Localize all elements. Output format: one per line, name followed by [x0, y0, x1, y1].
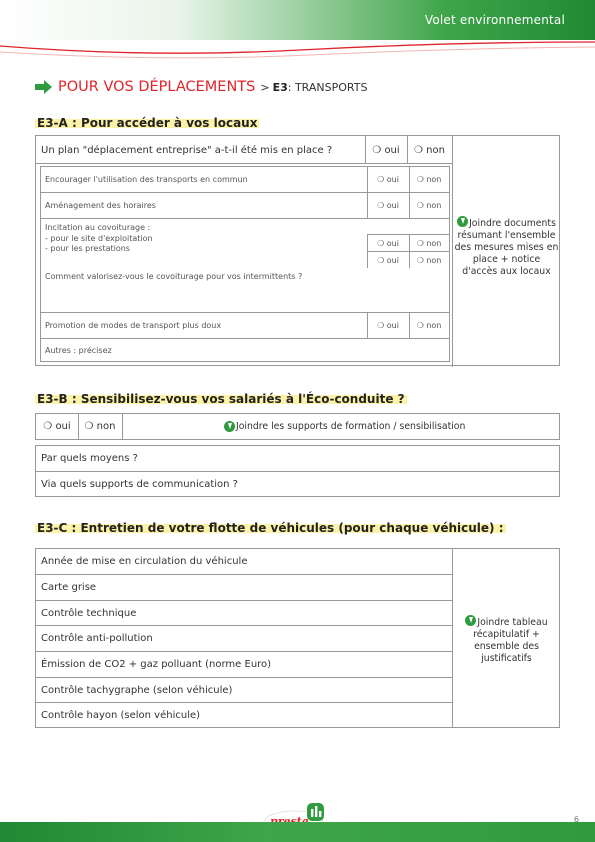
download-icon [224, 421, 235, 432]
download-icon [465, 615, 476, 626]
e3a-row-non-radio[interactable]: ❍ non [416, 238, 442, 248]
e3b-question: Par quels moyens ? [41, 453, 138, 464]
e3a-row-oui-radio[interactable]: ❍ oui [377, 201, 399, 210]
section-code: E3 [272, 80, 288, 94]
e3a-main-oui-radio[interactable]: ❍ oui [372, 145, 400, 156]
e3c-row-label: Contrôle tachygraphe (selon véhicule) [41, 685, 233, 696]
e3a-inner-table [40, 166, 450, 362]
e3b-question: Via quels supports de communication ? [41, 478, 238, 490]
e3a-main-question: Un plan "déplacement entreprise" a-t-il été mis en place ? [41, 145, 333, 156]
section-subtitle: : TRANSPORTS [287, 80, 368, 94]
e3a-row-oui-radio[interactable]: ❍ oui [377, 175, 399, 184]
e3b-oui-radio[interactable]: ❍ oui [43, 421, 71, 432]
e3c-row-label: Contrôle technique [41, 608, 137, 619]
e3a-table [35, 135, 560, 366]
e3a-heading: E3-A : Pour accéder à vos locaux [37, 116, 258, 130]
e3c-row-label: Émission de CO2 + gaz polluant (norme Euro) [41, 659, 272, 670]
e3a-row-non-radio[interactable]: ❍ non [416, 255, 442, 265]
e3a-side-note: Joindre documents résumant l'ensemble des mesures mises en place + notice d'accès aux locaux [454, 218, 559, 277]
e3b-attach-note: Joindre les supports de formation / sensibilisation [224, 414, 465, 439]
e3a-row-label: Aménagement des horaires [45, 201, 156, 210]
e3a-row-oui-radio[interactable]: ❍ oui [377, 321, 399, 330]
e3b-questions-table [35, 445, 560, 497]
e3b-answer-row [35, 413, 560, 440]
section-separator: > [260, 80, 270, 94]
page-number: 6 [573, 815, 579, 824]
section-main-title: POUR VOS DÉPLACEMENTS [58, 79, 256, 95]
e3a-row-oui-radio[interactable]: ❍ oui [377, 238, 399, 248]
download-icon [457, 216, 468, 227]
e3c-heading: E3-C : Entretien de votre flotte de véhicules (pour chaque véhicule) : [37, 521, 504, 535]
e3a-row-label: Encourager l'utilisation des transports en commun [45, 175, 248, 184]
e3a-row-non-radio[interactable]: ❍ non [416, 175, 442, 184]
e3c-row-label: Année de mise en circulation du véhicule [41, 556, 248, 567]
e3a-row-oui-radio[interactable]: ❍ oui [377, 255, 399, 265]
e3a-row-label: Comment valorisez-vous le covoiturage pour vos intermittents ? [45, 271, 303, 281]
e3c-row-label: Contrôle hayon (selon véhicule) [41, 709, 201, 721]
e3c-table [35, 548, 560, 728]
e3b-non-radio[interactable]: ❍ non [84, 421, 116, 432]
footer-band [0, 822, 595, 842]
header-swoosh-decoration [0, 36, 595, 66]
e3a-main-non-radio[interactable]: ❍ non [414, 145, 445, 156]
e3a-row-label: Incitation au covoiturage : - pour le site d'exploitation - pour les prestations [45, 223, 153, 253]
green-arrow-icon [35, 80, 52, 94]
e3c-row-label: Contrôle anti-pollution [41, 633, 153, 644]
e3c-row-label: Carte grise [41, 582, 97, 593]
section-title [35, 79, 367, 95]
e3a-row-label: Autres : précisez [45, 345, 112, 355]
header-title: Volet environnemental [424, 13, 565, 27]
e3b-heading: E3-B : Sensibilisez-vous vos salariés à l'Éco-conduite ? [37, 392, 405, 406]
e3a-row-label: Promotion de modes de transport plus doux [45, 321, 222, 330]
e3a-row-non-radio[interactable]: ❍ non [416, 321, 442, 330]
e3c-side-note: Joindre tableau récapitulatif + ensemble des justificatifs [456, 615, 557, 665]
e3a-row-non-radio[interactable]: ❍ non [416, 201, 442, 210]
